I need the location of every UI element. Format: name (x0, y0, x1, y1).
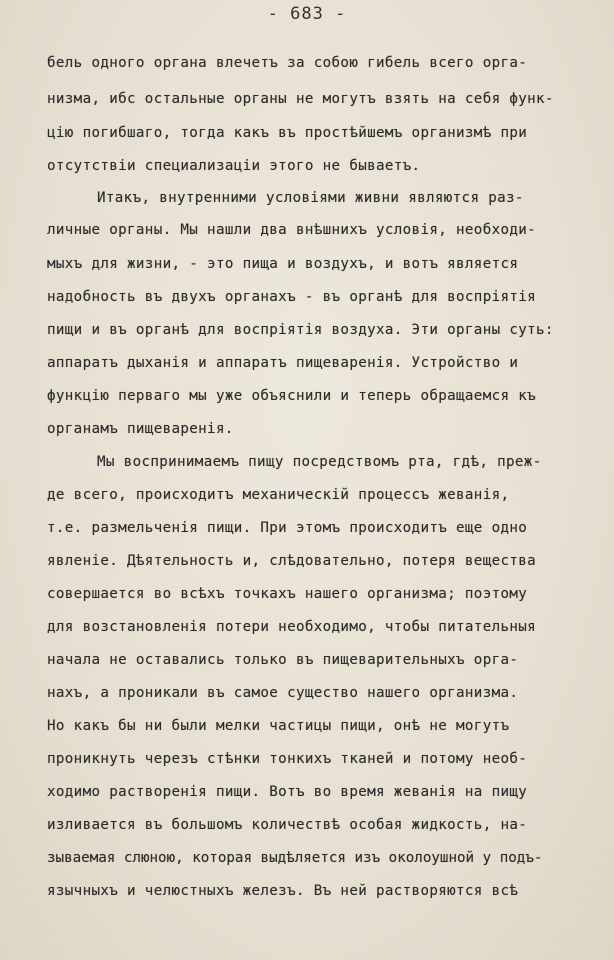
text-line: нахъ, а проникали въ самое существо нашего организма. (47, 685, 519, 701)
text-line: низма, ибс остальные органы не могутъ взять на себя функ- (47, 91, 554, 107)
text-line: цію погибшаго, тогда какъ въ простѣйшемъ организмѣ при (47, 125, 528, 141)
text-line: т.е. размельченія пищи. При этомъ происходитъ еще одно (47, 520, 528, 536)
text-line: Но какъ бы ни были мелки частицы пищи, онѣ не могутъ (47, 718, 510, 734)
text-line: аппаратъ дыханія и аппаратъ пищеваренія. Устройство и (47, 355, 519, 371)
text-line: зываемая слюною, которая выдѣляется изъ околоушной у подъ- (47, 850, 543, 866)
text-line: бель одного органа влечетъ за собою гибель всего орга- (47, 55, 528, 71)
text-line: мыхъ для жизни, - это пища и воздухъ, и вотъ является (47, 256, 519, 272)
text-line: надобность въ двухъ органахъ - въ органѣ для воспріятія (47, 289, 537, 305)
text-line: функцію перваго мы уже объяснили и теперь обращаемся къ (47, 388, 537, 404)
text-line: Итакъ, внутренними условіями живни являются раз- (97, 190, 524, 206)
text-line: Мы воспринимаемъ пищу посредствомъ рта, гдѣ, преж- (97, 454, 542, 470)
text-line: для возстановленія потери необходимо, чтобы питательныя (47, 619, 537, 635)
text-line: пищи и въ органѣ для воспріятія воздуха. Эти органы суть: (47, 322, 554, 338)
text-line: изливается въ большомъ количествѣ особая жидкость, на- (47, 817, 528, 833)
text-line: явленіе. Дѣятельность и, слѣдовательно, потеря вещества (47, 553, 537, 569)
text-line: личные органы. Мы нашли два внѣшнихъ условія, необходи- (47, 222, 537, 238)
text-line: совершается во всѣхъ точкахъ нашего организма; поэтому (47, 586, 528, 602)
page-number: - 683 - (267, 4, 347, 24)
text-line: де всего, происходитъ механическій процессъ жеванія, (47, 487, 510, 503)
text-line: органамъ пищеваренія. (47, 421, 234, 437)
text-line: начала не оставались только въ пищеварительныхъ орга- (47, 652, 519, 668)
text-line: проникнуть черезъ стѣнки тонкихъ тканей и потому необ- (47, 751, 528, 767)
text-line: язычныхъ и челюстныхъ железъ. Въ ней растворяются всѣ (47, 883, 519, 899)
text-line: отсутствіи специализаціи этого не бываетъ. (47, 158, 421, 174)
text-line: ходимо растворенія пищи. Вотъ во время жеванія на пищу (47, 784, 528, 800)
